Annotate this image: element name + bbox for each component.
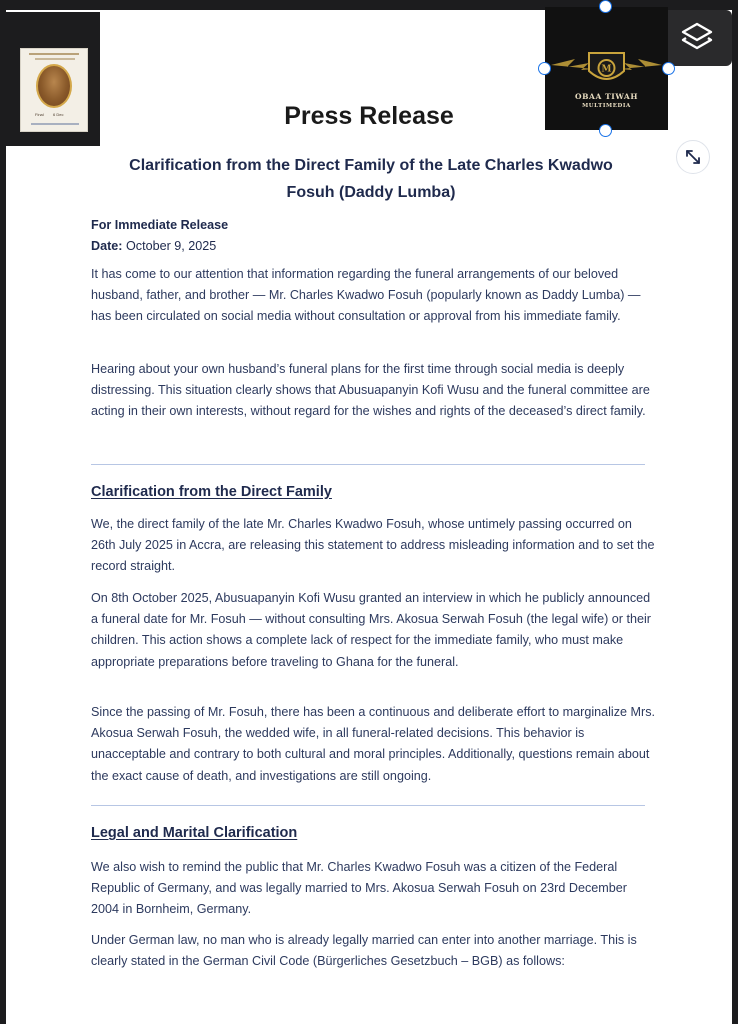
section2-paragraph-1: We also wish to remind the public that Mr. Charles Kwadwo Fosuh was a citizen of the Federal Republic of Germany, and was legally married to Mrs. Akosua Serwah Fosuh on 23rd December 2004 in Bornheim, Germany. (91, 860, 627, 917)
section-heading-direct-family: Clarification from the Direct Family (91, 484, 332, 500)
selection-handle-top[interactable] (599, 0, 612, 13)
shield-emblem-icon (545, 7, 668, 91)
section-divider (91, 464, 645, 465)
thumbnail-caption-right: 6 Dec (53, 112, 64, 117)
logo-brand-name: OBAA TIWAH (574, 92, 639, 101)
selection-handle-right[interactable] (662, 62, 675, 75)
thumbnail-caption-left: Final (35, 112, 44, 117)
subtitle-line-2: Fosuh (Daddy Lumba) (286, 184, 456, 201)
logo-overlay[interactable] (545, 7, 668, 130)
intro-paragraph-1: It has come to our attention that information regarding the funeral arrangements of our beloved husband, father, and brother — Mr. Charles Kwadwo Fosuh (popularly known as Daddy Lumba) — has been circulated on social media without consultation or approval from his immediate family. (91, 267, 641, 324)
release-label: For Immediate Release (91, 218, 229, 232)
selection-handle-left[interactable] (538, 62, 551, 75)
logo-brand-subtitle: MULTIMEDIA (582, 103, 631, 109)
document-page (6, 10, 732, 1024)
document-subtitle (86, 152, 656, 206)
resize-button[interactable] (676, 140, 710, 174)
section1-paragraph-3: Since the passing of Mr. Fosuh, there has been a continuous and deliberate effort to marginalize Mrs. Akosua Serwah Fosuh, the wedded wife, in all funeral-related decisions. This behavior is unacceptable and contrary to both cultural and moral principles. Additionally, questions remain about the exact cause of death, and investigations are still ongoing. (91, 705, 656, 783)
funeral-poster-thumbnail[interactable] (20, 48, 88, 132)
section-divider (91, 805, 645, 806)
section1-paragraph-2: On 8th October 2025, Abusuapanyin Kofi Wusu granted an interview in which he publicly announced a funeral date for Mr. Fosuh — without consulting Mrs. Akosua Serwah Fosuh (the legal wife) or their children. This action shows a complete lack of respect for the immediate family, who must make appropriate preparations before traveling to Ghana for the funeral. (91, 591, 651, 669)
date-label: Date: (91, 239, 123, 254)
subtitle-line-1: Clarification from the Direct Family of the Late Charles Kwadwo (129, 157, 613, 174)
release-meta (91, 215, 656, 257)
layers-icon (678, 19, 716, 57)
layers-button[interactable] (662, 10, 732, 66)
section1-paragraph-1: We, the direct family of the late Mr. Charles Kwadwo Fosuh, whose untimely passing occurred on 26th July 2025 in Accra, are releasing this statement to address misleading information and to set the record straight. (91, 517, 655, 574)
logo-monogram: M (601, 64, 612, 75)
thumbnail-panel (0, 12, 100, 146)
selection-handle-bottom[interactable] (599, 124, 612, 137)
portrait-image (36, 64, 72, 108)
section2-paragraph-2: Under German law, no man who is already legally married can enter into another marriage. This is clearly stated in the German Civil Code (Bürgerliches Gesetzbuch – BGB) as follows: (91, 933, 637, 969)
date-value: October 9, 2025 (126, 239, 217, 254)
section-heading-legal: Legal and Marital Clarification (91, 825, 298, 841)
intro-paragraph-2: Hearing about your own husband’s funeral plans for the first time through social media is deeply distressing. This situation clearly shows that Abusuapanyin Kofi Wusu and the funeral committee are acting in their own interests, without regard for the wishes and rights of the deceased’s direct family. (91, 362, 650, 419)
page-title: Press Release (284, 102, 454, 130)
expand-diagonal-icon (684, 148, 702, 166)
